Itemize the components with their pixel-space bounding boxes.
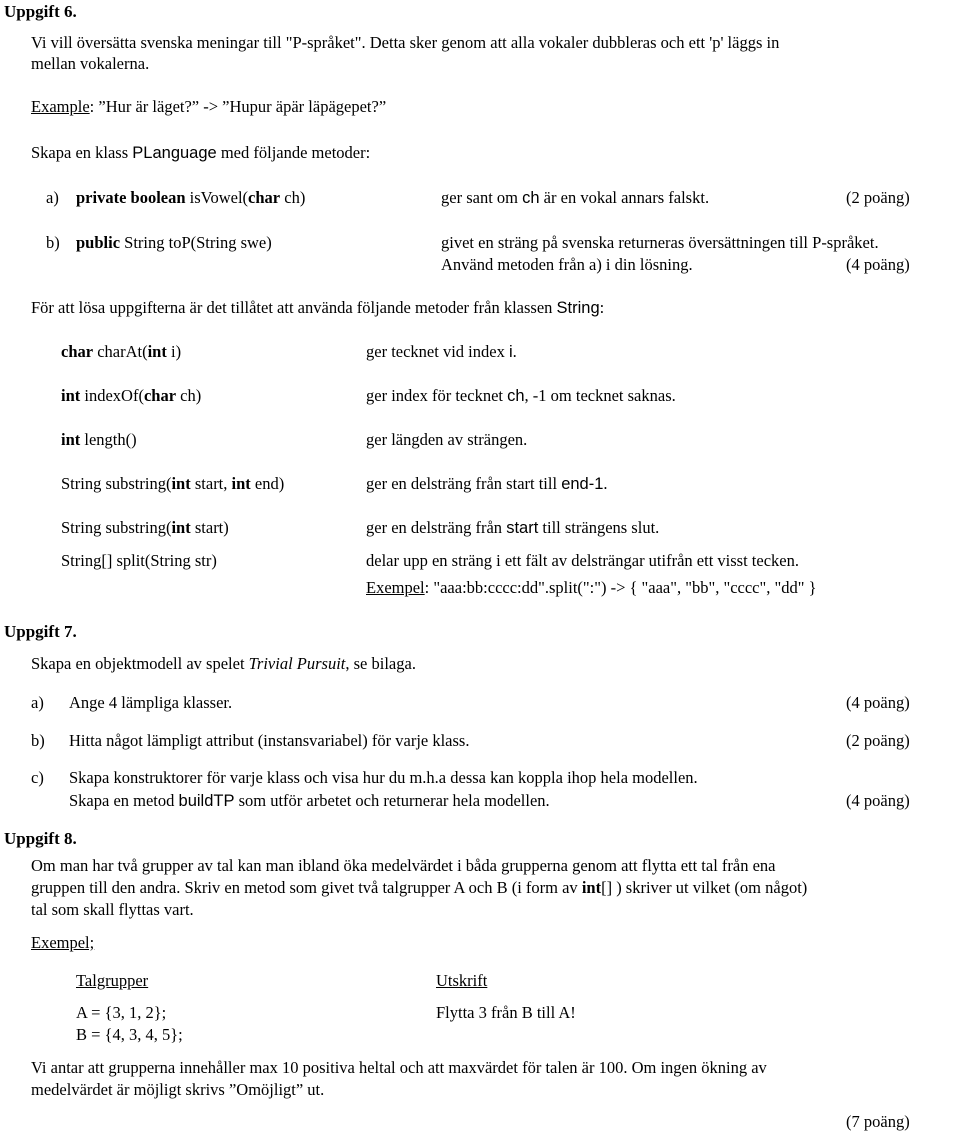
task-8-exempel: Exempel;: [31, 933, 95, 952]
desc-suffix: är en vokal annars falskt.: [539, 188, 710, 207]
task-7-a-letter: a): [31, 693, 44, 712]
create-class-prefix: Skapa en klass: [31, 143, 133, 162]
task-7-b-letter: b): [31, 731, 45, 750]
keyword: int: [61, 386, 81, 405]
text-suffix: som utför arbetet och returnerar hela modellen.: [234, 791, 550, 810]
task-8-points: (7 poäng): [846, 1112, 910, 1131]
keyword: int: [171, 518, 191, 537]
task-6-b-signature: [76, 233, 272, 253]
method-length: [61, 430, 137, 450]
task-7-title: Uppgift 7.: [4, 622, 77, 641]
desc-suffix: , -1 om tecknet saknas.: [524, 386, 676, 405]
task-6-a-letter: a): [46, 188, 59, 207]
param: ch): [176, 386, 202, 405]
class-name-planguage: PLanguage: [132, 144, 217, 162]
desc-suffix: .: [512, 342, 517, 361]
method-name: charAt(: [93, 342, 148, 361]
task-6-create-class: [31, 143, 370, 164]
task-7-a-text: Ange 4 lämpliga klasser.: [69, 693, 233, 712]
desc-prefix: ger en delsträng från start till: [366, 474, 562, 493]
game-name: Trivial Pursuit: [248, 654, 346, 673]
var: end-1: [561, 475, 604, 493]
method-indexof: [61, 386, 201, 406]
task-6-b-description-2: Använd metoden från a) i din lösning.: [441, 255, 693, 274]
task-7-a-points: (4 poäng): [846, 693, 910, 712]
text-suffix: [] ) skriver ut vilket (om något): [601, 878, 808, 897]
task-7-c-letter: c): [31, 768, 44, 787]
param: end): [250, 474, 285, 493]
var: ch: [507, 387, 525, 405]
talgrupper-header: Talgrupper: [76, 971, 149, 990]
output-text: Flytta 3 från B till A!: [436, 1003, 576, 1022]
method-name: length(): [80, 430, 137, 449]
method-signature: String toP(String swe): [120, 233, 272, 252]
task-6-a-points: (2 poäng): [846, 188, 910, 207]
task-6-allowed-methods-intro: [31, 298, 604, 319]
var: start: [506, 519, 539, 537]
var: i: [508, 343, 513, 361]
allowed-suffix: :: [599, 298, 605, 317]
var-ch: ch: [522, 189, 540, 207]
task-7-c-text-1: Skapa konstruktorer för varje klass och visa hur du m.h.a dessa kan koppla ihop hela modellen.: [69, 768, 698, 787]
task-6-intro-line-2: mellan vokalerna.: [31, 54, 150, 73]
task-6-title: Uppgift 6.: [4, 2, 77, 21]
task-6-a-signature: [76, 188, 305, 208]
param: i): [166, 342, 182, 361]
task-8-title: Uppgift 8.: [4, 829, 77, 848]
keyword: int: [171, 474, 191, 493]
exempel-label: Exempel: [366, 578, 425, 597]
method-name: indexOf(: [80, 386, 144, 405]
keyword-private-boolean: private boolean: [76, 188, 190, 207]
keyword-char: char: [248, 188, 281, 207]
task-6-intro-line-1: Vi vill översätta svenska meningar till "P-språket". Detta sker genom att alla vokaler dubbleras och ett 'p' läggs in: [31, 33, 780, 52]
example-text: : ”Hur är läget?” -> ”Hupur äpär läpägepet?”: [89, 97, 387, 116]
method-buildtp: buildTP: [178, 792, 235, 810]
task-8-assumption-line-1: Vi antar att grupperna innehåller max 10 positiva heltal och att maxvärdet för talen är 100. Om ingen ökning av: [31, 1058, 767, 1077]
task-6-a-description: [441, 188, 709, 209]
param: start,: [190, 474, 232, 493]
keyword: char: [61, 342, 94, 361]
method-substring-1-desc: [366, 518, 659, 539]
method-split: String[] split(String str): [61, 551, 217, 570]
task-6-example: [31, 97, 386, 117]
keyword: char: [143, 386, 177, 405]
method-charat-desc: [366, 342, 517, 363]
task-7-c-points: (4 poäng): [846, 791, 910, 810]
method-charat: [61, 342, 181, 362]
task-8-para-line-1: Om man har två grupper av tal kan man ibland öka medelvärdet i båda grupperna genom att flytta ett tal från ena: [31, 856, 776, 875]
method-length-desc: ger längden av strängen.: [366, 430, 528, 449]
task-8-para-line-3: tal som skall flyttas vart.: [31, 900, 194, 919]
method-substring-2: [61, 474, 284, 494]
keyword: int: [231, 474, 251, 493]
exempel-text: : "aaa:bb:cccc:dd".split(":") -> { "aaa", "bb", "cccc", "dd" }: [424, 578, 817, 597]
method-name: isVowel(: [189, 188, 249, 207]
desc-prefix: ger index för tecknet: [366, 386, 508, 405]
desc-suffix: till strängens slut.: [538, 518, 660, 537]
task-7-c-text-2: [69, 791, 550, 812]
group-b: B = {4, 3, 4, 5};: [76, 1025, 183, 1044]
class-name-string: String: [556, 299, 600, 317]
text-prefix: Skapa en metod: [69, 791, 179, 810]
task-8-para-line-2: [31, 878, 807, 898]
method-indexof-desc: [366, 386, 676, 407]
desc-prefix: ger tecknet vid index: [366, 342, 509, 361]
text-prefix: gruppen till den andra. Skriv en metod som givet två talgrupper A och B (i form av: [31, 878, 582, 897]
keyword-int: int: [581, 878, 602, 897]
task-8-assumption-line-2: medelvärdet är möjligt skrivs ”Omöjligt” ut.: [31, 1080, 325, 1099]
example-label: Example: [31, 97, 90, 116]
task-7-intro: [31, 654, 416, 674]
intro-prefix: Skapa en objektmodell av spelet: [31, 654, 249, 673]
task-7-b-text: Hitta något lämpligt attribut (instansvariabel) för varje klass.: [69, 731, 470, 750]
method-substring-2-desc: [366, 474, 608, 495]
desc-prefix: ger sant om: [441, 188, 523, 207]
group-a: A = {3, 1, 2};: [76, 1003, 167, 1022]
keyword: int: [147, 342, 167, 361]
allowed-prefix: För att lösa uppgifterna är det tillåtet att använda följande metoder från klassen: [31, 298, 557, 317]
method-split-desc: delar upp en sträng i ett fält av delsträngar utifrån ett visst tecken.: [366, 551, 799, 570]
method-split-example: [366, 578, 816, 598]
method-substring-1: [61, 518, 229, 538]
intro-suffix: , se bilaga.: [345, 654, 416, 673]
method-name: String substring(: [61, 518, 172, 537]
keyword-public: public: [76, 233, 121, 252]
param: start): [190, 518, 229, 537]
utskrift-header: Utskrift: [436, 971, 488, 990]
create-class-suffix: med följande metoder:: [216, 143, 371, 162]
desc-suffix: .: [603, 474, 608, 493]
task-7-b-points: (2 poäng): [846, 731, 910, 750]
desc-prefix: ger en delsträng från: [366, 518, 507, 537]
task-6-b-description-1: givet en sträng på svenska returneras översättningen till P-språket.: [441, 233, 879, 252]
method-name: String substring(: [61, 474, 172, 493]
param: ch): [280, 188, 306, 207]
task-6-b-points: (4 poäng): [846, 255, 910, 274]
task-6-b-letter: b): [46, 233, 60, 252]
keyword: int: [61, 430, 81, 449]
